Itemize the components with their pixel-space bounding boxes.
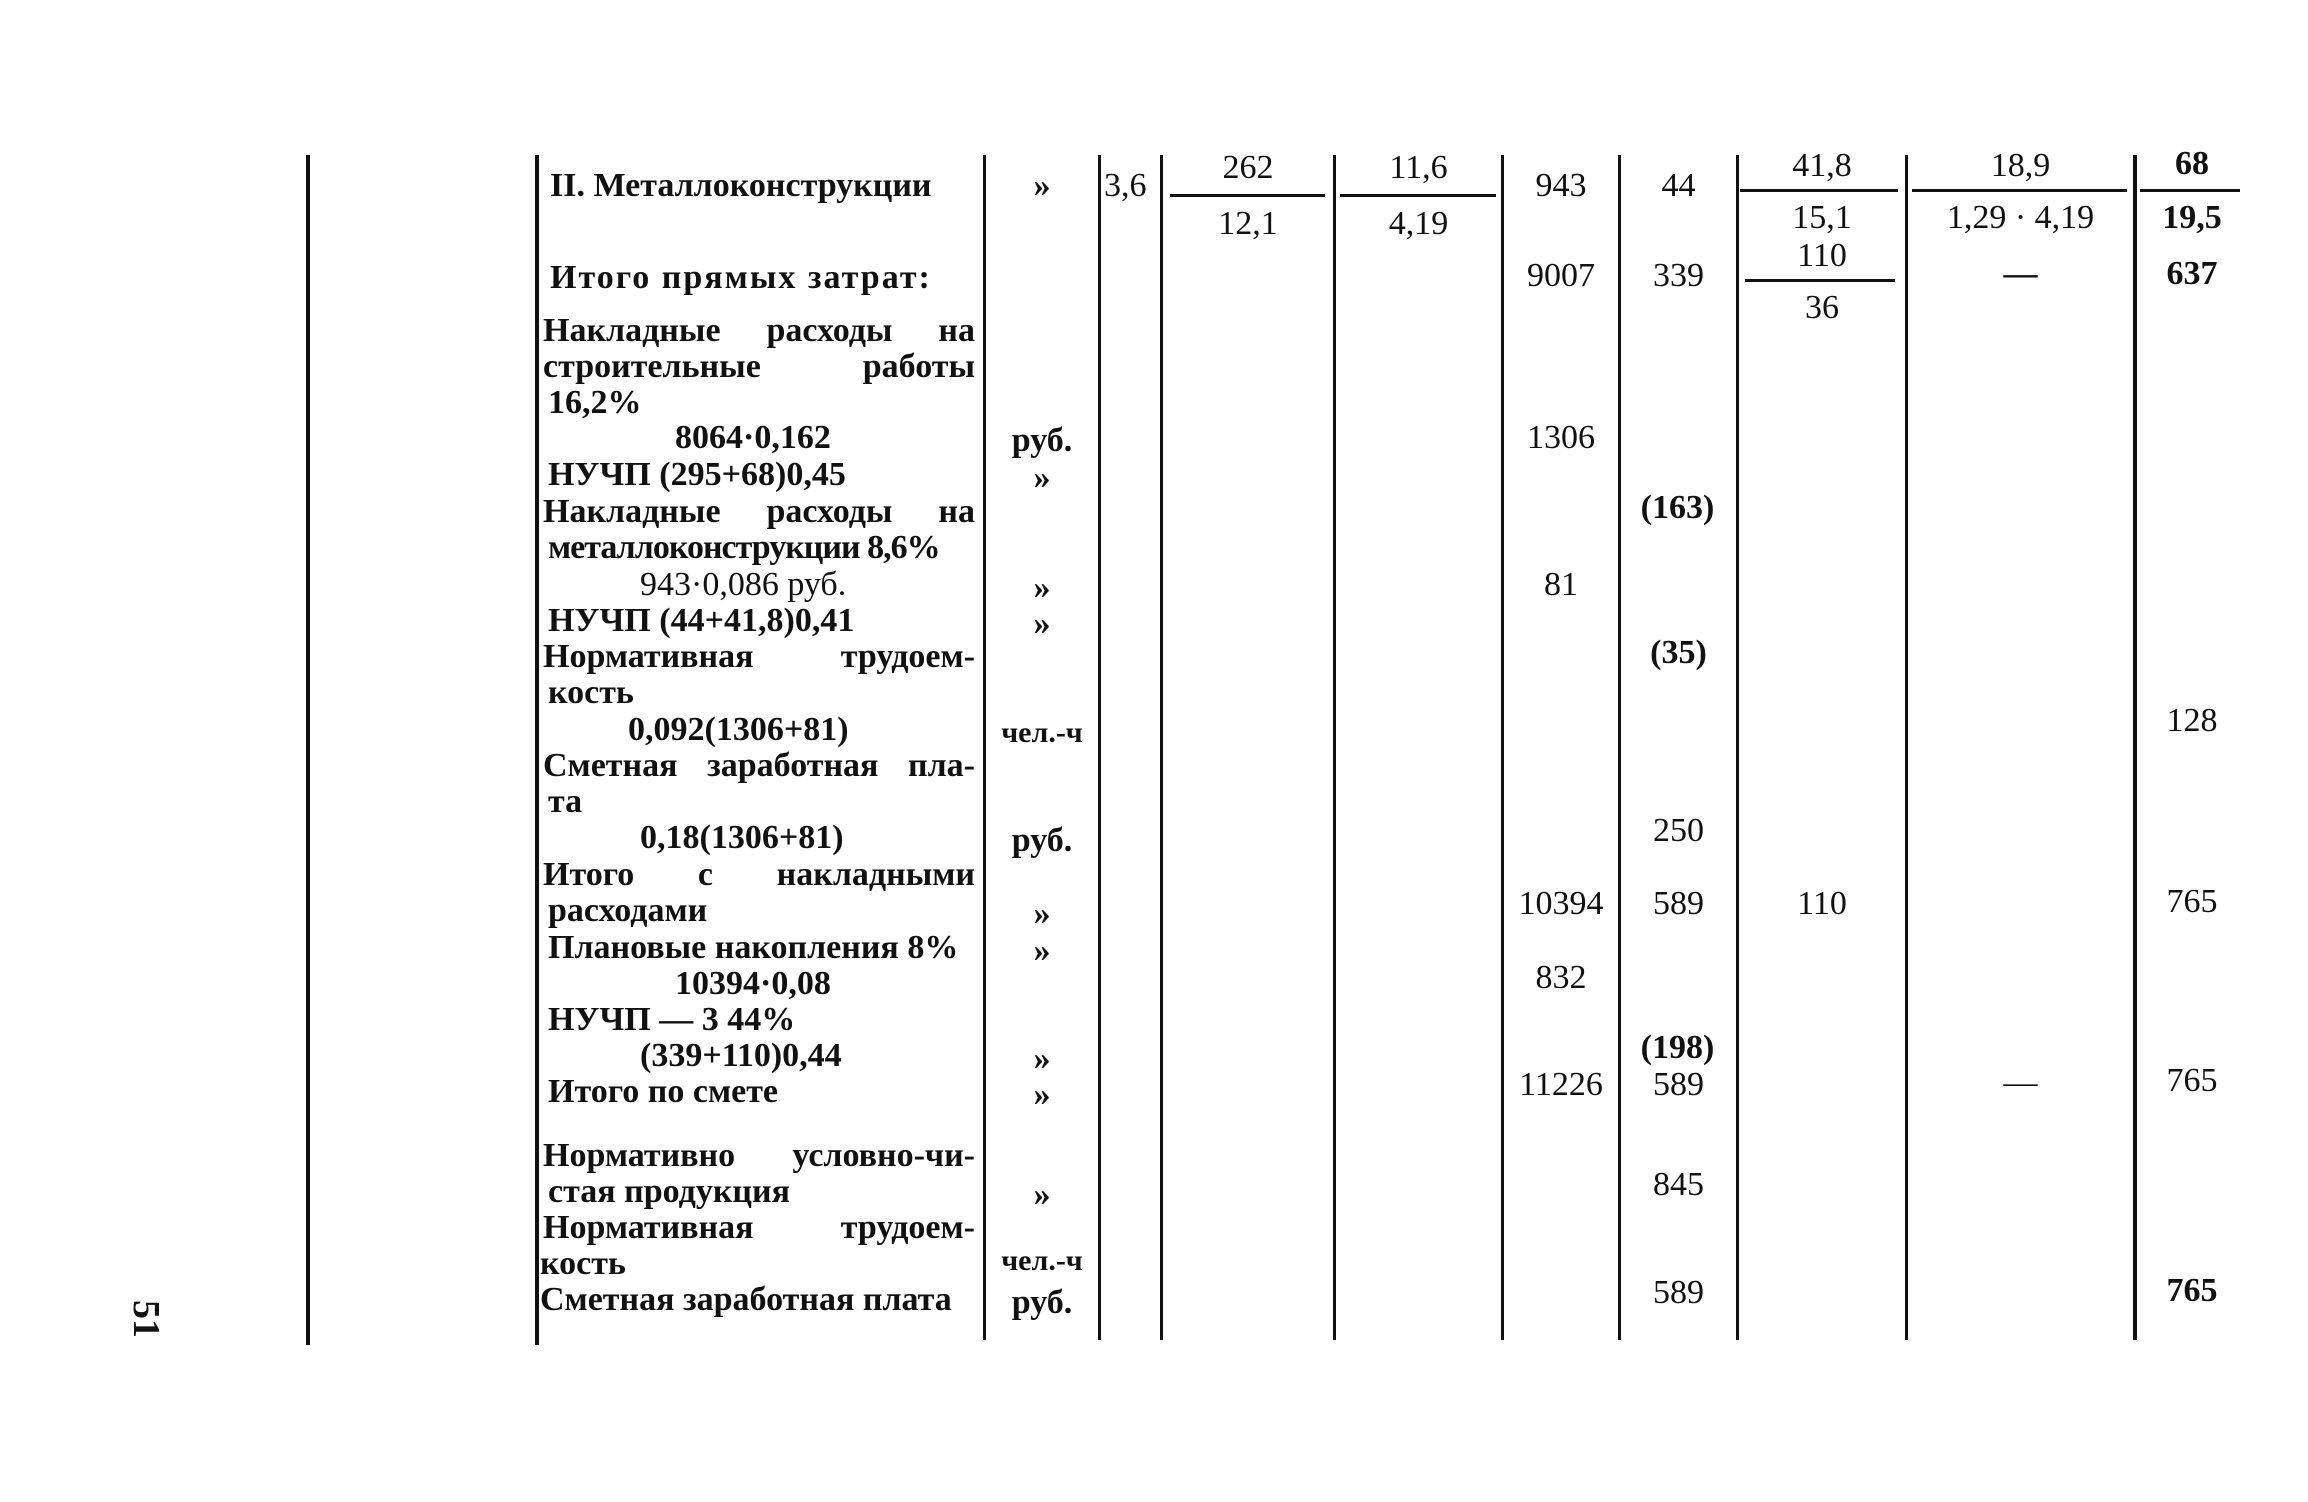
value-cell: 68 <box>2175 145 2209 182</box>
text-line: Сметная заработная пла- <box>543 747 975 784</box>
value-cell: 9007 <box>1527 257 1595 294</box>
column-divider <box>2133 155 2137 1340</box>
text-line: кость <box>540 1245 626 1282</box>
text-line: Нормативная трудоем- <box>543 638 975 675</box>
left-margin-rule <box>306 155 310 1345</box>
value-cell: 11,6 <box>1389 149 1448 186</box>
value-cell: (198) <box>1640 1029 1715 1066</box>
text-line: та <box>548 783 583 820</box>
text-line: Накладные расходы на <box>543 493 975 530</box>
value-cell: 765 <box>2166 1272 2218 1309</box>
unit-cell: » <box>1033 1176 1051 1213</box>
column-divider <box>1618 155 1621 1340</box>
fraction-bar <box>2140 189 2240 192</box>
formula: 10394·0,08 <box>675 965 831 1002</box>
value-cell: 250 <box>1653 812 1704 849</box>
column-divider <box>1160 155 1163 1340</box>
unit-cell: руб. <box>1011 1284 1073 1321</box>
fraction-bar <box>1740 189 1898 192</box>
column-divider <box>1736 155 1739 1340</box>
text-line: стая продукция <box>548 1173 790 1210</box>
value-cell: 845 <box>1653 1166 1704 1203</box>
value-cell: 15,1 <box>1792 199 1852 236</box>
row-label-metal: II. Металлоконструкции <box>550 167 932 204</box>
value-cell: 589 <box>1653 1274 1704 1311</box>
column-divider <box>1501 155 1504 1340</box>
text-line: расходами <box>548 892 708 929</box>
value-cell: — <box>2003 255 2038 292</box>
value-cell: 589 <box>1653 885 1704 922</box>
unit-cell: » <box>1033 605 1051 642</box>
row-label-nuchp: НУЧП — 3 44% <box>548 1001 796 1038</box>
value-cell: (35) <box>1650 634 1707 671</box>
fraction-bar <box>1170 194 1325 197</box>
value-cell: 19,5 <box>2162 199 2222 236</box>
row-label-nuchp: НУЧП (44+41,8)0,41 <box>548 602 855 639</box>
value-cell: 81 <box>1544 566 1578 603</box>
fraction-bar <box>1912 189 2127 192</box>
text-line: 16,2% <box>548 384 642 421</box>
value-cell: 765 <box>2166 1062 2218 1099</box>
page-number: 51 <box>125 1300 167 1338</box>
value-cell: 1306 <box>1527 419 1595 456</box>
value-cell: 128 <box>2166 702 2218 739</box>
unit-cell: » <box>1033 1076 1051 1113</box>
row-label-direct-total: Итого прямых затрат: <box>550 259 932 296</box>
table-left-border <box>535 155 539 1345</box>
value-cell: 10394 <box>1518 885 1604 922</box>
text-line: Накладные расходы на <box>543 312 975 349</box>
row-label-planned-savings: Плановые накопления 8% <box>548 929 959 966</box>
row-label-nuchp: НУЧП (295+68)0,45 <box>548 456 846 493</box>
unit-cell: » <box>1033 895 1051 932</box>
text-line: Нормативно условно-чи- <box>543 1137 975 1174</box>
value-cell: 36 <box>1805 289 1839 326</box>
column-divider <box>1333 155 1336 1340</box>
text-line: Итого с накладными <box>543 856 975 893</box>
text-line: строительные работы <box>543 348 975 385</box>
value-cell: 18,9 <box>1990 147 2051 184</box>
value-cell: — <box>2003 1064 2038 1101</box>
unit-cell: руб. <box>1011 822 1073 859</box>
text-line: кость <box>548 674 634 711</box>
text-line: металлоконструкции 8,6% <box>548 529 940 566</box>
value-cell: 637 <box>2166 255 2218 292</box>
formula: (339+110)0,44 <box>640 1037 842 1074</box>
formula: 0,18(1306+81) <box>640 819 844 856</box>
qty-cell: 3,6 <box>1104 167 1147 204</box>
unit-cell: » <box>1033 569 1051 606</box>
unit-cell: чел.-ч <box>1001 716 1083 749</box>
formula: 943·0,086 руб. <box>640 566 847 603</box>
value-cell: 44 <box>1661 167 1696 204</box>
value-cell: 110 <box>1797 885 1847 922</box>
unit-cell: чел.-ч <box>1001 1244 1083 1277</box>
unit-cell: » <box>1033 167 1051 204</box>
value-cell: 1,29 · 4,19 <box>1946 199 2095 236</box>
value-cell: (163) <box>1640 489 1715 526</box>
fraction-bar <box>1745 279 1895 282</box>
value-cell: 832 <box>1535 959 1587 996</box>
unit-cell: руб. <box>1011 422 1073 459</box>
row-label-estimate-total: Итого по смете <box>548 1073 779 1110</box>
unit-cell: » <box>1033 459 1051 496</box>
value-cell: 41,8 <box>1792 147 1852 184</box>
unit-cell: » <box>1033 932 1051 969</box>
formula: 8064·0,162 <box>675 419 831 456</box>
row-label-est-wage: Сметная заработная плата <box>540 1281 952 1318</box>
column-divider <box>1905 155 1908 1340</box>
unit-cell: » <box>1033 1040 1051 1077</box>
column-divider <box>1098 155 1101 1340</box>
fraction-bar <box>1340 194 1496 197</box>
value-cell: 943 <box>1535 167 1587 204</box>
value-cell: 589 <box>1653 1066 1704 1103</box>
value-cell: 11226 <box>1519 1066 1603 1103</box>
text-line: Нормативная трудоем- <box>543 1209 975 1246</box>
value-cell: 12,1 <box>1218 205 1278 242</box>
value-cell: 765 <box>2166 883 2218 920</box>
value-cell: 4,19 <box>1388 205 1449 242</box>
formula: 0,092(1306+81) <box>628 711 849 748</box>
value-cell: 262 <box>1222 149 1274 186</box>
value-cell: 339 <box>1653 257 1704 294</box>
value-cell: 110 <box>1797 237 1847 274</box>
